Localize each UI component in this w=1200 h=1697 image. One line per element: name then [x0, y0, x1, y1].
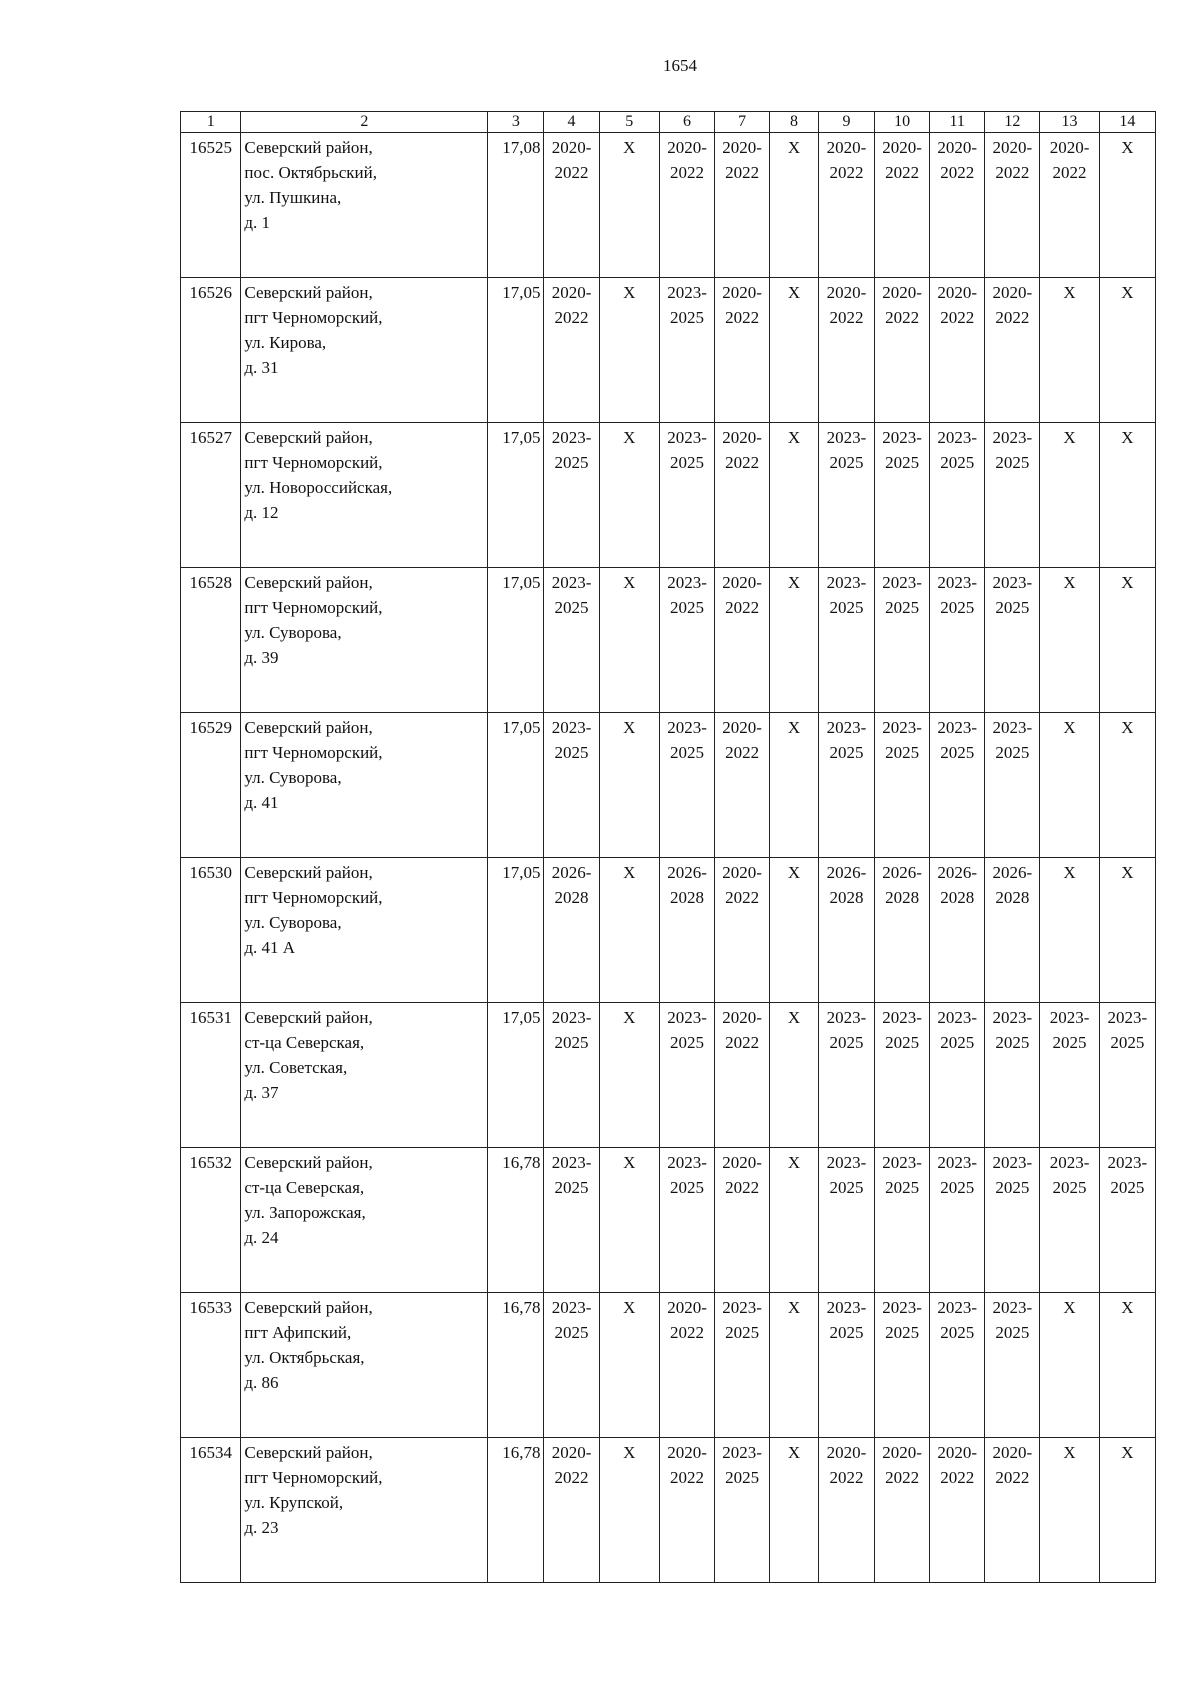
cell-col-9: 2023- 2025	[818, 1148, 874, 1293]
cell-col-8: X	[770, 713, 819, 858]
cell-col-12: 2020- 2022	[985, 278, 1040, 423]
cell-col-12: 2023- 2025	[985, 1003, 1040, 1148]
cell-col-9: 2020- 2022	[818, 278, 874, 423]
cell-col-8: X	[770, 423, 819, 568]
cell-col-10: 2020- 2022	[875, 1438, 930, 1583]
address-cell: Северский район, пгт Черноморский, ул. Новороссийская, д. 12	[241, 423, 488, 568]
cell-col-4: 2023- 2025	[544, 713, 599, 858]
cell-col-6: 2023- 2025	[659, 568, 714, 713]
cell-col-14: X	[1099, 713, 1155, 858]
cell-col-7: 2020- 2022	[715, 423, 770, 568]
address-cell: Северский район, пгт Черноморский, ул. Кирова, д. 31	[241, 278, 488, 423]
cell-col-6: 2020- 2022	[659, 133, 714, 278]
column-header-2: 2	[241, 112, 488, 133]
column-header-1: 1	[181, 112, 241, 133]
area-cell: 16,78	[488, 1293, 544, 1438]
table-body	[181, 133, 1156, 1583]
cell-col-6: 2020- 2022	[659, 1293, 714, 1438]
column-header-14: 14	[1099, 112, 1155, 133]
cell-col-10: 2023- 2025	[875, 1003, 930, 1148]
cell-col-7: 2023- 2025	[715, 1438, 770, 1583]
area-cell: 16,78	[488, 1148, 544, 1293]
table-row	[181, 278, 1156, 423]
area-cell: 17,05	[488, 1003, 544, 1148]
cell-col-6: 2026- 2028	[659, 858, 714, 1003]
cell-col-5: X	[599, 1293, 659, 1438]
cell-col-9: 2023- 2025	[818, 568, 874, 713]
row-number: 16531	[181, 1003, 241, 1148]
column-header-5: 5	[599, 112, 659, 133]
cell-col-5: X	[599, 1148, 659, 1293]
cell-col-8: X	[770, 133, 819, 278]
cell-col-9: 2020- 2022	[818, 133, 874, 278]
area-cell: 17,05	[488, 278, 544, 423]
cell-col-10: 2026- 2028	[875, 858, 930, 1003]
cell-col-13: 2020- 2022	[1040, 133, 1099, 278]
table-row	[181, 1148, 1156, 1293]
cell-col-5: X	[599, 713, 659, 858]
cell-col-11: 2023- 2025	[930, 1003, 985, 1148]
cell-col-11: 2023- 2025	[930, 423, 985, 568]
address-cell: Северский район, пгт Афипский, ул. Октябрьская, д. 86	[241, 1293, 488, 1438]
cell-col-12: 2023- 2025	[985, 423, 1040, 568]
row-number: 16530	[181, 858, 241, 1003]
cell-col-4: 2023- 2025	[544, 423, 599, 568]
cell-col-12: 2026- 2028	[985, 858, 1040, 1003]
address-cell: Северский район, пгт Черноморский, ул. Суворова, д. 41	[241, 713, 488, 858]
cell-col-10: 2020- 2022	[875, 133, 930, 278]
column-header-9: 9	[818, 112, 874, 133]
cell-col-4: 2026- 2028	[544, 858, 599, 1003]
address-cell: Северский район, ст-ца Северская, ул. Запорожская, д. 24	[241, 1148, 488, 1293]
column-header-8: 8	[770, 112, 819, 133]
area-cell: 17,05	[488, 423, 544, 568]
cell-col-6: 2023- 2025	[659, 713, 714, 858]
table-row	[181, 713, 1156, 858]
address-cell: Северский район, пгт Черноморский, ул. Суворова, д. 41 А	[241, 858, 488, 1003]
cell-col-9: 2020- 2022	[818, 1438, 874, 1583]
cell-col-10: 2023- 2025	[875, 713, 930, 858]
cell-col-9: 2023- 2025	[818, 1293, 874, 1438]
cell-col-13: X	[1040, 1438, 1099, 1583]
cell-col-4: 2023- 2025	[544, 1293, 599, 1438]
table-row	[181, 858, 1156, 1003]
cell-col-5: X	[599, 858, 659, 1003]
cell-col-5: X	[599, 423, 659, 568]
cell-col-13: X	[1040, 423, 1099, 568]
cell-col-14: X	[1099, 568, 1155, 713]
area-cell: 17,08	[488, 133, 544, 278]
column-header-11: 11	[930, 112, 985, 133]
cell-col-13: X	[1040, 858, 1099, 1003]
column-header-13: 13	[1040, 112, 1099, 133]
cell-col-11: 2023- 2025	[930, 1293, 985, 1438]
column-header-12: 12	[985, 112, 1040, 133]
area-cell: 17,05	[488, 568, 544, 713]
cell-col-6: 2023- 2025	[659, 1148, 714, 1293]
page-number: 1654	[663, 56, 697, 75]
cell-col-4: 2020- 2022	[544, 278, 599, 423]
row-number: 16534	[181, 1438, 241, 1583]
cell-col-7: 2023- 2025	[715, 1293, 770, 1438]
cell-col-13: X	[1040, 278, 1099, 423]
cell-col-8: X	[770, 1148, 819, 1293]
cell-col-14: X	[1099, 1438, 1155, 1583]
cell-col-11: 2020- 2022	[930, 278, 985, 423]
cell-col-4: 2023- 2025	[544, 1003, 599, 1148]
row-number: 16529	[181, 713, 241, 858]
cell-col-4: 2023- 2025	[544, 1148, 599, 1293]
cell-col-10: 2023- 2025	[875, 423, 930, 568]
cell-col-8: X	[770, 278, 819, 423]
register-table	[180, 111, 1156, 1583]
cell-col-12: 2023- 2025	[985, 1148, 1040, 1293]
row-number: 16533	[181, 1293, 241, 1438]
cell-col-13: 2023- 2025	[1040, 1148, 1099, 1293]
table-row	[181, 1003, 1156, 1148]
cell-col-14: 2023- 2025	[1099, 1003, 1155, 1148]
cell-col-8: X	[770, 1003, 819, 1148]
cell-col-14: X	[1099, 1293, 1155, 1438]
cell-col-11: 2020- 2022	[930, 1438, 985, 1583]
row-number: 16526	[181, 278, 241, 423]
header-row	[181, 112, 1156, 133]
address-cell: Северский район, пос. Октябрьский, ул. Пушкина, д. 1	[241, 133, 488, 278]
cell-col-9: 2023- 2025	[818, 1003, 874, 1148]
cell-col-8: X	[770, 1438, 819, 1583]
cell-col-14: X	[1099, 858, 1155, 1003]
cell-col-5: X	[599, 568, 659, 713]
cell-col-5: X	[599, 1438, 659, 1583]
cell-col-14: X	[1099, 133, 1155, 278]
cell-col-13: 2023- 2025	[1040, 1003, 1099, 1148]
column-header-10: 10	[875, 112, 930, 133]
row-number: 16528	[181, 568, 241, 713]
area-cell: 17,05	[488, 858, 544, 1003]
cell-col-5: X	[599, 278, 659, 423]
row-number: 16532	[181, 1148, 241, 1293]
address-cell: Северский район, ст-ца Северская, ул. Советская, д. 37	[241, 1003, 488, 1148]
cell-col-5: X	[599, 1003, 659, 1148]
cell-col-7: 2020- 2022	[715, 133, 770, 278]
cell-col-6: 2023- 2025	[659, 423, 714, 568]
cell-col-13: X	[1040, 1293, 1099, 1438]
cell-col-14: X	[1099, 278, 1155, 423]
cell-col-12: 2023- 2025	[985, 713, 1040, 858]
table-row	[181, 423, 1156, 568]
cell-col-12: 2020- 2022	[985, 1438, 1040, 1583]
cell-col-8: X	[770, 568, 819, 713]
cell-col-9: 2026- 2028	[818, 858, 874, 1003]
cell-col-5: X	[599, 133, 659, 278]
table-row	[181, 1293, 1156, 1438]
cell-col-14: 2023- 2025	[1099, 1148, 1155, 1293]
row-number: 16525	[181, 133, 241, 278]
cell-col-12: 2023- 2025	[985, 1293, 1040, 1438]
cell-col-7: 2020- 2022	[715, 1148, 770, 1293]
column-header-7: 7	[715, 112, 770, 133]
cell-col-12: 2023- 2025	[985, 568, 1040, 713]
area-cell: 17,05	[488, 713, 544, 858]
cell-col-4: 2020- 2022	[544, 133, 599, 278]
table-row	[181, 568, 1156, 713]
cell-col-11: 2023- 2025	[930, 568, 985, 713]
column-header-6: 6	[659, 112, 714, 133]
cell-col-8: X	[770, 1293, 819, 1438]
cell-col-4: 2020- 2022	[544, 1438, 599, 1583]
cell-col-7: 2020- 2022	[715, 568, 770, 713]
cell-col-7: 2020- 2022	[715, 858, 770, 1003]
cell-col-10: 2023- 2025	[875, 1293, 930, 1438]
cell-col-14: X	[1099, 423, 1155, 568]
cell-col-10: 2020- 2022	[875, 278, 930, 423]
address-cell: Северский район, пгт Черноморский, ул. Суворова, д. 39	[241, 568, 488, 713]
cell-col-11: 2023- 2025	[930, 1148, 985, 1293]
row-number: 16527	[181, 423, 241, 568]
address-cell: Северский район, пгт Черноморский, ул. Крупской, д. 23	[241, 1438, 488, 1583]
cell-col-6: 2023- 2025	[659, 1003, 714, 1148]
table-row	[181, 133, 1156, 278]
cell-col-6: 2023- 2025	[659, 278, 714, 423]
cell-col-12: 2020- 2022	[985, 133, 1040, 278]
cell-col-10: 2023- 2025	[875, 1148, 930, 1293]
cell-col-9: 2023- 2025	[818, 423, 874, 568]
cell-col-7: 2020- 2022	[715, 278, 770, 423]
cell-col-7: 2020- 2022	[715, 713, 770, 858]
cell-col-7: 2020- 2022	[715, 1003, 770, 1148]
cell-col-6: 2020- 2022	[659, 1438, 714, 1583]
cell-col-9: 2023- 2025	[818, 713, 874, 858]
cell-col-13: X	[1040, 568, 1099, 713]
cell-col-4: 2023- 2025	[544, 568, 599, 713]
column-header-3: 3	[488, 112, 544, 133]
cell-col-11: 2023- 2025	[930, 713, 985, 858]
cell-col-13: X	[1040, 713, 1099, 858]
column-header-4: 4	[544, 112, 599, 133]
table-row	[181, 1438, 1156, 1583]
cell-col-11: 2026- 2028	[930, 858, 985, 1003]
cell-col-10: 2023- 2025	[875, 568, 930, 713]
cell-col-8: X	[770, 858, 819, 1003]
cell-col-11: 2020- 2022	[930, 133, 985, 278]
area-cell: 16,78	[488, 1438, 544, 1583]
